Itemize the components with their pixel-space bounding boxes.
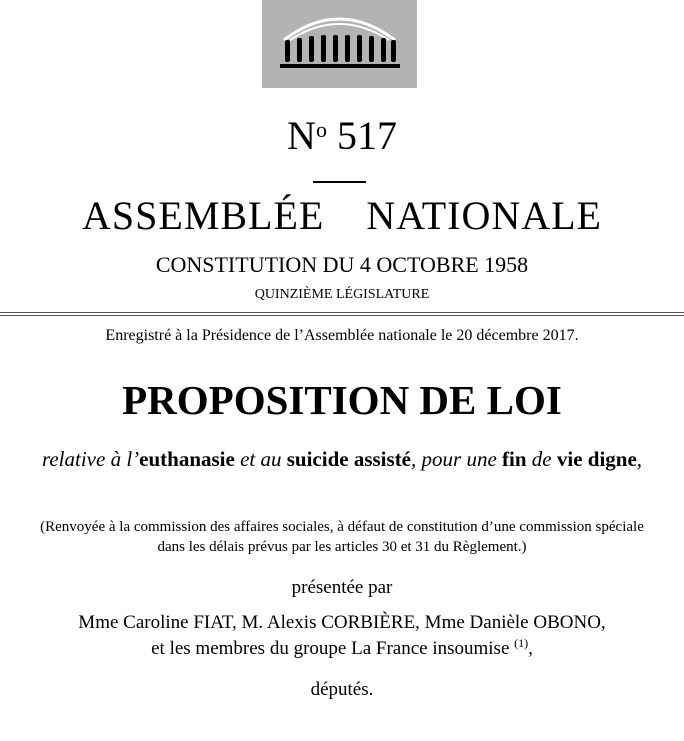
referral-line-1: (Renvoyée à la commission des affaires sociales, à défaut de constitution d’une commission spéciale — [40, 519, 644, 535]
numero-sup: o — [315, 117, 327, 142]
authors-line-2-end: , — [528, 638, 533, 659]
subject-part: relative à l’ — [41, 447, 140, 471]
short-divider — [313, 181, 366, 183]
subject-keyword: vie digne — [556, 447, 637, 471]
subject-part: , — [636, 447, 643, 471]
subject-part: , pour une — [411, 447, 503, 471]
assemblee-nationale-logo-icon — [262, 0, 417, 88]
subject-keyword: suicide assisté — [286, 447, 412, 471]
subject-line — [0, 446, 684, 472]
constitution-line: CONSTITUTION DU 4 OCTOBRE 1958 — [155, 252, 529, 277]
deputies-line: députés. — [310, 679, 374, 700]
authors-line-2-text: et les membres du groupe La France insoumise — [151, 638, 515, 659]
page-title: PROPOSITION DE LOI — [122, 377, 562, 423]
header-divider — [0, 312, 684, 316]
subject-part: de — [526, 447, 557, 471]
registration-line: Enregistré à la Présidence de l’Assemblée nationale le 20 décembre 2017. — [105, 327, 579, 344]
numero-value: 517 — [336, 113, 397, 158]
authors-block — [0, 610, 684, 662]
subject-keyword: euthanasie — [139, 447, 235, 471]
subject-keyword: fin — [502, 447, 527, 471]
authors-line-1: Mme Caroline FIAT, M. Alexis CORBIÈRE, Mme Danièle OBONO, — [78, 612, 606, 633]
legislature-line: QUINZIÈME LÉGISLATURE — [254, 287, 430, 302]
numero-prefix: N — [287, 113, 316, 158]
authors-line-2 — [0, 636, 684, 662]
subject-part: et au — [234, 447, 287, 471]
referral-note — [0, 517, 684, 557]
document-number — [0, 114, 684, 158]
assemblee-heading: ASSEMBLÉE NATIONALE — [82, 193, 602, 238]
presented-by: présentée par — [291, 577, 393, 598]
footnote-ref: (1) — [514, 636, 529, 650]
referral-line-2: dans les délais prévus par les articles 30 et 31 du Règlement.) — [157, 539, 527, 555]
